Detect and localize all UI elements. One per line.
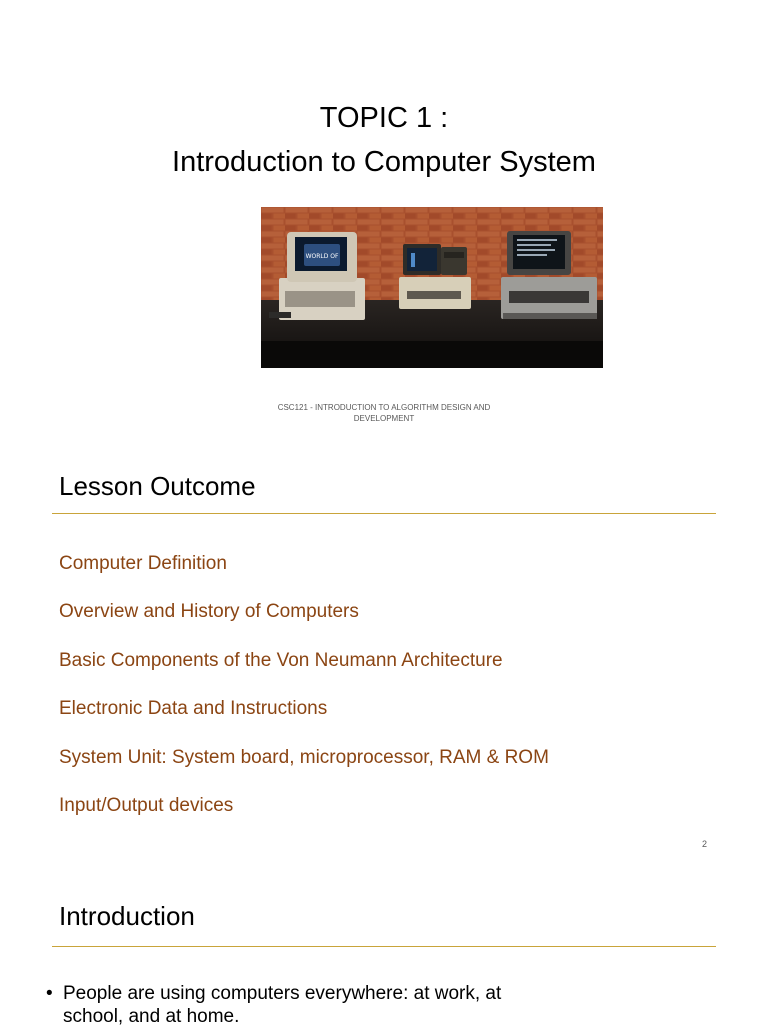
outcome-item: Overview and History of Computers (59, 601, 359, 623)
footer-line-1: CSC121 - INTRODUCTION TO ALGORITHM DESIGN AND (277, 403, 491, 412)
lesson-outcome-list (59, 551, 549, 841)
bullet-icon: • (46, 983, 53, 1004)
introduction-bullet (46, 982, 566, 1028)
outcome-item: Basic Components of the Von Neumann Architecture (59, 649, 503, 671)
slide-title (0, 96, 768, 184)
lesson-outcome-divider (52, 513, 716, 514)
footer-line-2: DEVELOPMENT (353, 414, 415, 423)
title-line-1: TOPIC 1 : (319, 102, 449, 134)
slide-footer (264, 402, 504, 424)
screen-text: WORLD OF (305, 253, 339, 260)
lesson-outcome-heading: Lesson Outcome (59, 471, 256, 501)
outcome-item: Electronic Data and Instructions (59, 698, 328, 720)
introduction-divider (52, 946, 716, 947)
vintage-computers-photo (261, 207, 603, 368)
outcome-item: System Unit: System board, microprocessor, RAM & ROM (59, 746, 549, 768)
title-line-2: Introduction to Computer System (172, 146, 596, 178)
introduction-heading: Introduction (59, 901, 195, 931)
bullet-text: People are using computers everywhere: at work, at school, and at home. (63, 983, 502, 1027)
page-number: 2 (702, 839, 708, 849)
outcome-item: Input/Output devices (59, 794, 234, 816)
outcome-item: Computer Definition (59, 553, 227, 574)
